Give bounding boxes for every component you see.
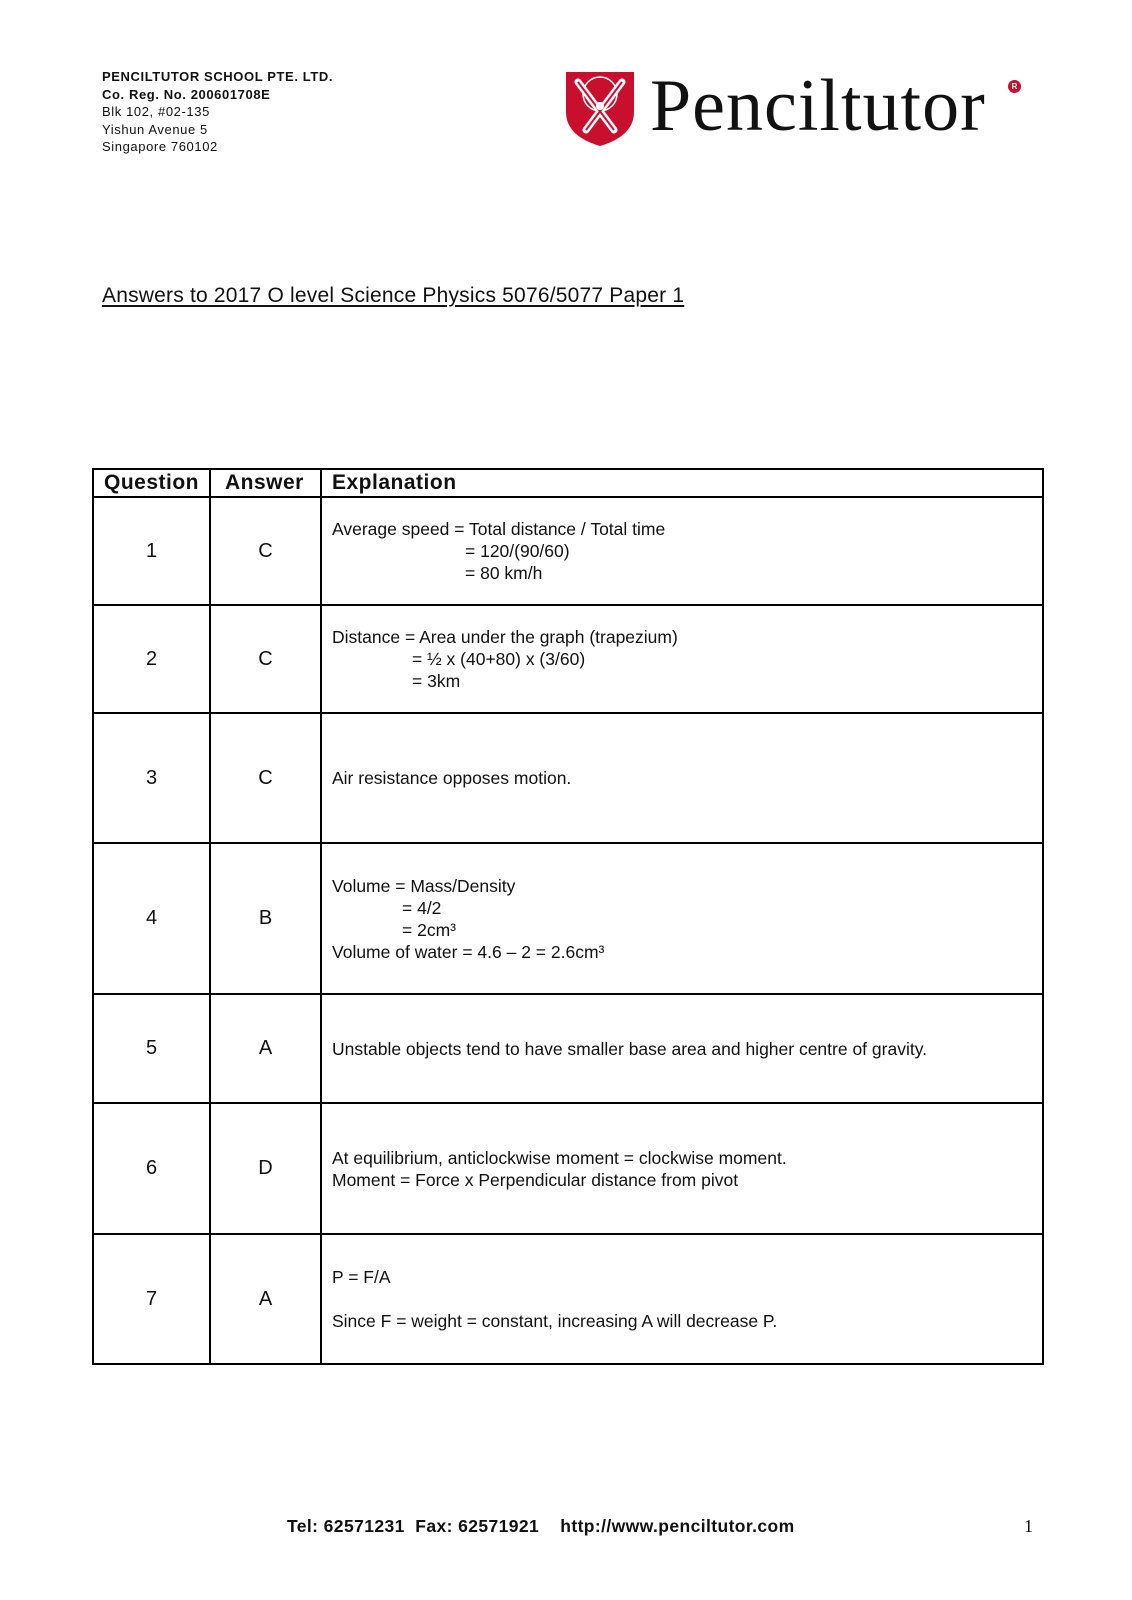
address-line-2: Yishun Avenue 5	[102, 121, 208, 137]
header-explanation: Explanation	[321, 469, 1043, 497]
shield-emblem-icon	[562, 68, 638, 148]
footer-url[interactable]: http://www.penciltutor.com	[560, 1516, 795, 1536]
answer-letter: C	[210, 605, 321, 713]
brand-name: Penciltutor	[650, 65, 986, 147]
explanation	[321, 605, 1043, 713]
explanation-line: Moment = Force x Perpendicular distance from pivot	[332, 1169, 739, 1190]
explanation	[321, 497, 1043, 605]
explanation	[321, 1103, 1043, 1234]
explanation	[321, 994, 1043, 1103]
explanation-line: At equilibrium, anticlockwise moment = clockwise moment.	[332, 1147, 787, 1168]
explanation-line: = 120/(90/60)	[465, 541, 570, 561]
question-number: 2	[93, 605, 210, 713]
explanation-line: Volume = Mass/Density	[332, 875, 516, 896]
table-header-row	[93, 469, 1043, 497]
answer-letter: B	[210, 843, 321, 994]
footer-fax: Fax: 62571921	[415, 1516, 540, 1536]
explanation-line: Volume of water = 4.6 – 2 = 2.6cm³	[332, 941, 605, 962]
explanation	[321, 843, 1043, 994]
question-number: 3	[93, 713, 210, 843]
footer-tel: Tel: 62571231	[287, 1516, 405, 1536]
explanation-line: = 3km	[412, 671, 461, 691]
registered-mark: R	[1008, 80, 1021, 93]
table-row	[93, 994, 1043, 1103]
page-title: Answers to 2017 O level Science Physics 5076/5077 Paper 1	[102, 284, 685, 307]
explanation	[321, 713, 1043, 843]
explanation-line: Distance = Area under the graph (trapezium)	[332, 627, 678, 647]
table-row	[93, 497, 1043, 605]
explanation-line: Since F = weight = constant, increasing A will decrease P.	[332, 1311, 778, 1331]
table-row	[93, 1103, 1043, 1234]
explanation-line: Average speed = Total distance / Total time	[332, 519, 666, 539]
answer-letter: A	[210, 994, 321, 1103]
header-question: Question	[93, 469, 210, 497]
explanation-line: = 4/2	[402, 897, 442, 918]
page-number: 1	[1024, 1516, 1033, 1536]
answer-letter: C	[210, 497, 321, 605]
explanation	[321, 1234, 1043, 1364]
explanation-line: = 2cm³	[402, 919, 456, 940]
table-row	[93, 1234, 1043, 1364]
company-name: PENCILTUTOR SCHOOL PTE. LTD.	[102, 69, 334, 84]
question-number: 7	[93, 1234, 210, 1364]
explanation-line: = ½ x (40+80) x (3/60)	[412, 649, 586, 669]
table-row	[93, 713, 1043, 843]
table-row	[93, 843, 1043, 994]
company-info	[102, 68, 333, 156]
answer-letter: D	[210, 1103, 321, 1234]
table-row	[93, 605, 1043, 713]
answers-table	[92, 468, 1044, 1365]
penciltutor-logo	[562, 66, 1022, 150]
question-number: 1	[93, 497, 210, 605]
address-line-3: Singapore 760102	[102, 139, 218, 154]
answer-letter: C	[210, 713, 321, 843]
explanation-line: Unstable objects tend to have smaller base area and higher centre of gravity.	[332, 1038, 928, 1059]
question-number: 6	[93, 1103, 210, 1234]
address-line-1: Blk 102, #02-135	[102, 104, 210, 119]
explanation-line: Air resistance opposes motion.	[332, 768, 572, 788]
question-number: 4	[93, 843, 210, 994]
question-number: 5	[93, 994, 210, 1103]
answer-letter: A	[210, 1234, 321, 1364]
header-answer: Answer	[210, 469, 321, 497]
explanation-line: P = F/A	[332, 1267, 391, 1287]
company-reg: Co. Reg. No. 200601708E	[102, 86, 271, 102]
explanation-line: = 80 km/h	[465, 563, 543, 583]
blank-line	[332, 1288, 1032, 1310]
footer-contact	[287, 1516, 795, 1537]
